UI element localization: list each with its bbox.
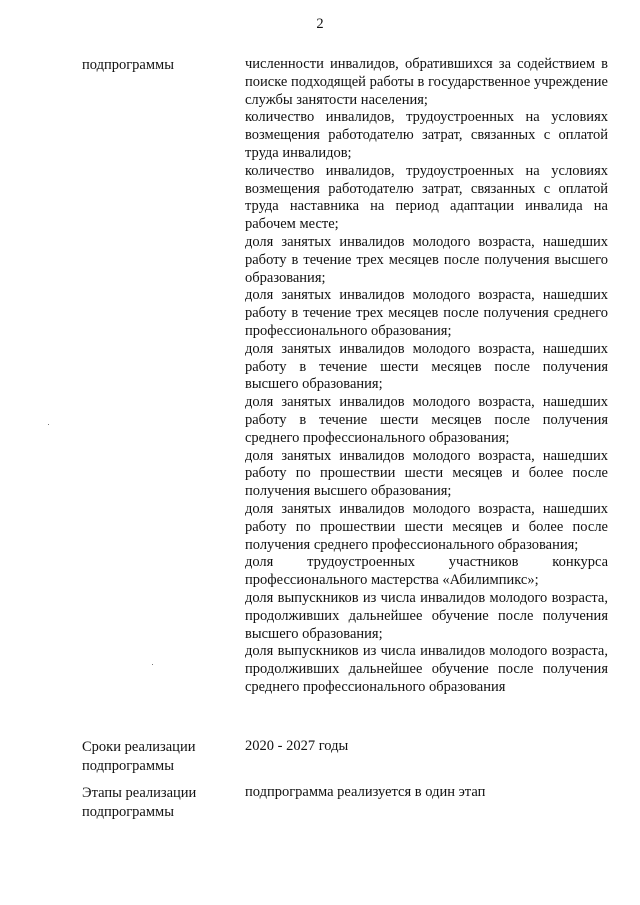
scan-speck	[48, 424, 49, 425]
indicator-item: количество инвалидов, трудоустроенных на условиях возмещения работодателю затрат, связанных с оплатой труда наставника на период адаптации инвалида на рабочем месте;	[245, 162, 608, 233]
scan-speck	[152, 664, 153, 665]
indicator-item: доля занятых инвалидов молодого возраста, нашедших работу по прошествии шести месяцев и более после получения среднего профессионального образования;	[245, 500, 608, 553]
indicator-item: доля трудоустроенных участников конкурса профессионального мастерства «Абилимпикс»;	[245, 554, 608, 589]
indicators-label: подпрограммы	[82, 57, 174, 73]
indicator-item: доля занятых инвалидов молодого возраста, нашедших работу в течение шести месяцев после получения среднего профессионального образования;	[245, 394, 608, 446]
stages-label: Этапы реализации подпрограммы	[82, 785, 197, 820]
indicator-item: доля занятых инвалидов молодого возраста, нашедших работу по прошествии шести месяцев и более после получения высшего образования;	[245, 447, 608, 500]
stages-value: подпрограмма реализуется в один этап	[245, 784, 486, 800]
indicator-item: доля выпускников из числа инвалидов молодого возраста, продолживших дальнейшее обучение после получения высшего образования;	[245, 589, 608, 642]
indicator-item: доля занятых инвалидов молодого возраста, нашедших работу в течение трех месяцев после получения среднего профессионального образования;	[245, 287, 608, 339]
period-value: 2020 - 2027 годы	[245, 738, 349, 754]
indicator-item: численности инвалидов, обратившихся за содействием в поиске подходящей работы в государственное учреждение службы занятости населения;	[245, 56, 608, 108]
indicator-item: доля выпускников из числа инвалидов молодого возраста, продолживших дальнейшее обучение после получения среднего профессионального образования	[245, 643, 608, 695]
indicator-item: доля занятых инвалидов молодого возраста, нашедших работу в течение шести месяцев после получения высшего образования;	[245, 340, 608, 393]
indicator-item: количество инвалидов, трудоустроенных на условиях возмещения работодателю затрат, связанных с оплатой труда инвалидов;	[245, 109, 608, 161]
page-number: 2	[316, 16, 324, 32]
indicator-item: доля занятых инвалидов молодого возраста, нашедших работу в течение трех месяцев после получения высшего образования;	[245, 233, 608, 286]
period-label: Сроки реализации подпрограммы	[82, 739, 196, 774]
indicators-list	[245, 56, 608, 697]
